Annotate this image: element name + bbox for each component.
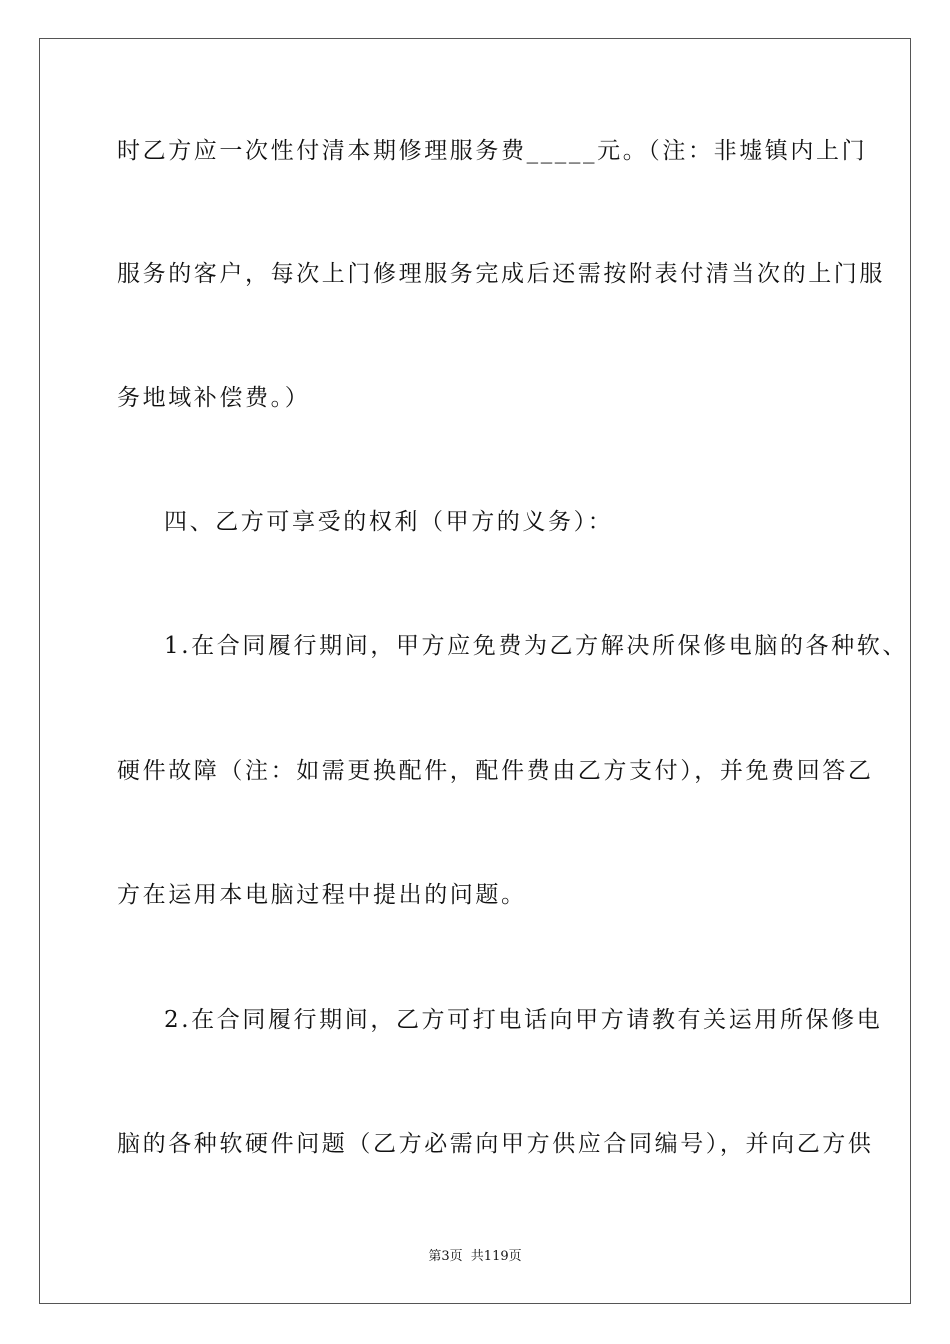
current-page-label: 第3页 — [428, 1249, 463, 1264]
text-line-6: 硬件故障（注：如需更换配件，配件费由乙方支付），并免费回答乙 — [117, 758, 874, 784]
page-frame — [39, 38, 911, 1304]
total-pages-label: 共119页 — [470, 1249, 522, 1264]
text-line-2: 服务的客户，每次上门修理服务完成后还需按附表付清当次的上门服 — [117, 261, 885, 287]
text-line-8: 2.在合同履行期间，乙方可打电话向甲方请教有关运用所保修电 — [164, 1007, 883, 1033]
section-heading-4: 四、乙方可享受的权利（甲方的义务）： — [164, 509, 614, 535]
text-line-1: 时乙方应一次性付清本期修理服务费_____元。（注：非墟镇内上门 — [117, 138, 868, 164]
text-line-5: 1.在合同履行期间，甲方应免费为乙方解决所保修电脑的各种软、 — [164, 633, 908, 659]
text-line-9: 脑的各种软硬件问题（乙方必需向甲方供应合同编号），并向乙方供 — [117, 1131, 874, 1157]
text-line-7: 方在运用本电脑过程中提出的问题。 — [117, 882, 527, 908]
page-footer — [0, 1248, 950, 1266]
text-line-3: 务地域补偿费。） — [117, 385, 311, 411]
